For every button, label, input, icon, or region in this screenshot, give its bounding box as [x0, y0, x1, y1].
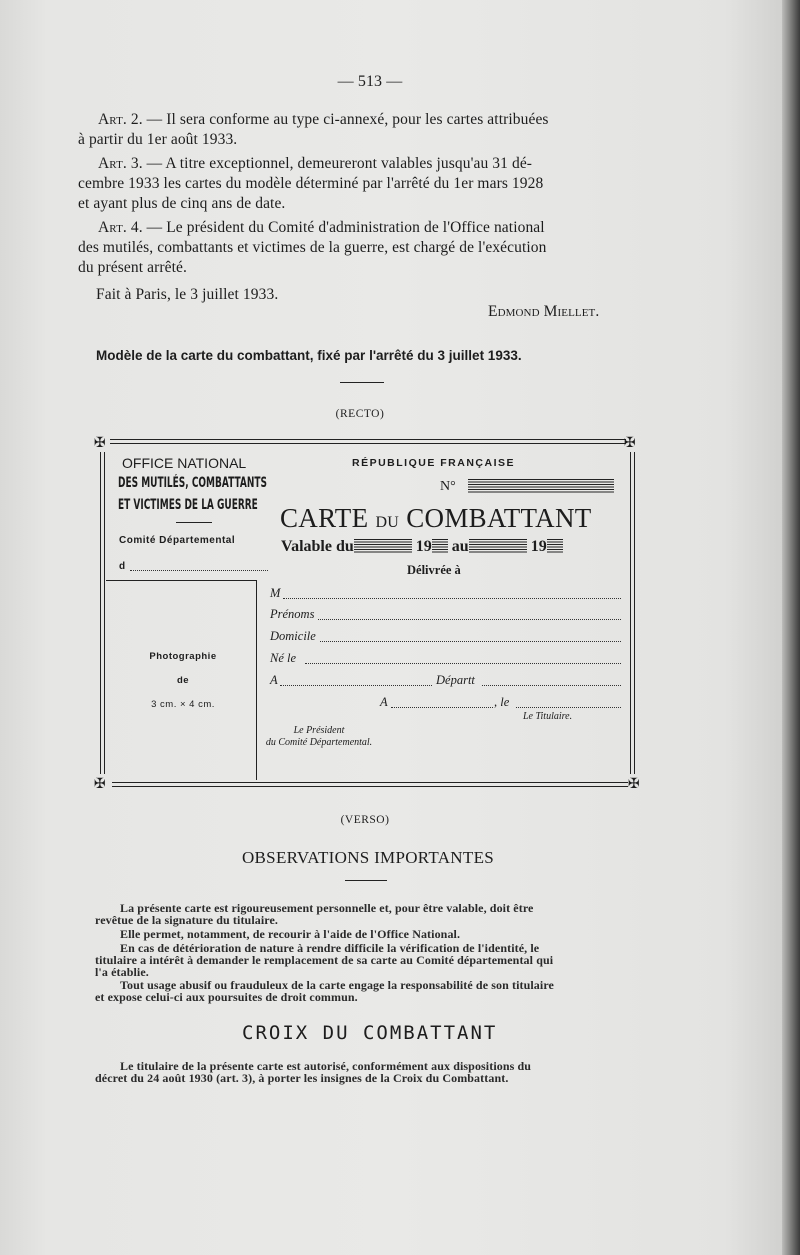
observations-p2-l1: Elle permet, notamment, de recourir à l'aide de l'Office National.	[120, 927, 461, 941]
card-title-du: DU	[375, 514, 400, 531]
observations-p4-l1: Tout usage abusif ou frauduleux de la carte engage la responsabilité de son titulaire	[120, 978, 554, 992]
card-number-field	[468, 479, 614, 493]
article-4-line-1	[98, 218, 545, 238]
card-title-carte: CARTE	[280, 503, 369, 533]
article-4-text: — Le président du Comité d'administration de l'Office national	[142, 219, 545, 236]
field-depart-line	[482, 685, 621, 686]
field-le-line	[516, 707, 621, 708]
office-name-line-3: ET VICTIMES DE LA GUERRE	[118, 497, 258, 513]
observations-title: OBSERVATIONS IMPORTANTES	[241, 848, 495, 867]
field-a2-label: A	[380, 695, 388, 709]
valid-from-year-field	[432, 539, 448, 553]
field-domicile-label: Domicile	[270, 629, 316, 643]
article-2-line-1	[98, 110, 658, 130]
office-name-line-1: OFFICE NATIONAL	[122, 455, 247, 471]
no-label: N°	[440, 479, 456, 494]
article-3-text: — A titre exceptionnel, demeureront valables jusqu'au 31 dé-	[142, 155, 533, 172]
field-m-line	[283, 598, 621, 599]
article-4-label: Art. 4.	[98, 219, 143, 236]
year-prefix-b: 19	[530, 538, 547, 555]
field-prenoms-label: Prénoms	[270, 607, 315, 621]
card-top-border-inner	[110, 443, 626, 444]
republique-label: RÉPUBLIQUE FRANÇAISE	[352, 457, 516, 469]
card-title	[280, 503, 592, 534]
observations-p3-l1: En cas de détérioration de nature à rendre difficile la vérification de l'identité, le	[120, 941, 540, 955]
page-edge	[782, 0, 800, 1255]
signature: Edmond Miellet.	[488, 303, 600, 320]
article-2-label: Art. 2.	[98, 111, 143, 128]
corner-ornament-icon: ✠	[94, 435, 106, 451]
year-prefix-a: 19	[415, 538, 432, 555]
card-left-border	[100, 452, 101, 774]
field-a2-line	[391, 707, 493, 708]
article-3-line-1	[98, 154, 532, 174]
corner-ornament-icon: ✠	[628, 776, 640, 792]
article-3-line-3: et ayant plus de cinq ans de date.	[78, 195, 286, 212]
corner-ornament-icon: ✠	[624, 435, 636, 451]
croix-text-l1: Le titulaire de la présente carte est autorisé, conformément aux dispositions du	[120, 1059, 532, 1073]
field-a-label: A	[270, 673, 278, 687]
article-4-line-3: du présent arrêté.	[78, 259, 187, 276]
observations-p4-l2: et expose celui-ci aux poursuites de droit commun.	[95, 990, 358, 1004]
president-label-line-1: Le Président	[293, 725, 345, 736]
field-depart-label: Départt	[436, 673, 475, 687]
card-bottom-border-inner	[112, 786, 628, 787]
place-date: Fait à Paris, le 3 juillet 1933.	[96, 286, 279, 303]
verso-label: (VERSO)	[340, 814, 390, 826]
field-prenoms-line	[318, 619, 621, 620]
corner-ornament-icon: ✠	[94, 776, 106, 792]
field-ne-le-label: Né le	[270, 651, 297, 665]
card-right-border	[634, 452, 635, 774]
article-2-line-2: à partir du 1er août 1933.	[78, 131, 238, 148]
comite-label: Comité Départemental	[119, 535, 236, 546]
card-right-border-inner	[630, 452, 631, 774]
article-3-label: Art. 3.	[98, 155, 143, 172]
page-number: — 513 —	[337, 73, 403, 90]
titulaire-label: Le Titulaire.	[523, 711, 573, 722]
observations-p3-l3: l'a établie.	[95, 965, 149, 979]
field-le-label: , le	[494, 695, 510, 709]
observations-p1-l2: revêtue de la signature du titulaire.	[95, 913, 279, 927]
field-domicile-line	[320, 641, 621, 642]
card-title-combattant: COMBATTANT	[406, 503, 592, 533]
title-rule	[340, 382, 384, 383]
validity-line	[281, 538, 563, 556]
observations-rule	[345, 880, 387, 881]
recto-label: (RECTO)	[335, 408, 385, 420]
article-4-line-2: des mutilés, combattants et victimes de la guerre, est chargé de l'exécution	[78, 239, 547, 256]
card-top-border	[110, 439, 626, 440]
president-label-line-2: du Comité Départemental.	[265, 737, 373, 748]
valid-to-year-field	[547, 539, 563, 553]
valid-to-field	[469, 539, 527, 553]
photo-label-line-2: de	[176, 675, 190, 686]
card-left-border-inner	[104, 452, 105, 774]
delivree-label: Délivrée à	[407, 563, 461, 577]
card-bottom-border	[112, 782, 628, 783]
photo-frame-top	[106, 580, 256, 581]
au-label: au	[451, 538, 469, 555]
office-rule	[176, 522, 212, 523]
departement-field	[130, 570, 268, 571]
article-2-text: — Il sera conforme au type ci-annexé, pour les cartes attribuées	[142, 111, 549, 128]
photo-frame-right	[256, 580, 257, 780]
photo-label-line-3: 3 cm. × 4 cm.	[151, 699, 215, 710]
valid-from-field	[354, 539, 412, 553]
model-title: Modèle de la carte du combattant, fixé par l'arrêté du 3 juillet 1933.	[96, 348, 522, 363]
observations-p3-l2: titulaire a intérêt à demander le remplacement de sa carte au Comité départemental qui	[95, 953, 554, 967]
photo-label-line-1: Photographie	[149, 651, 217, 662]
office-name-line-2: DES MUTILÉS, COMBATTANTS	[118, 475, 267, 491]
field-m-label: M	[270, 586, 281, 600]
field-a-line	[280, 685, 432, 686]
observations-p1-l1: La présente carte est rigoureusement personnelle et, pour être valable, doit être	[120, 901, 534, 915]
field-ne-le-line	[305, 663, 621, 664]
croix-title: CROIX DU COMBATTANT	[242, 1022, 498, 1044]
valable-du-label: Valable du	[281, 538, 354, 555]
croix-text-l2: décret du 24 août 1930 (art. 3), à porter les insignes de la Croix du Combattant.	[95, 1071, 509, 1085]
article-3-line-2: cembre 1933 les cartes du modèle déterminé par l'arrêté du 1er mars 1928	[78, 175, 544, 192]
d-label: d	[119, 561, 126, 572]
